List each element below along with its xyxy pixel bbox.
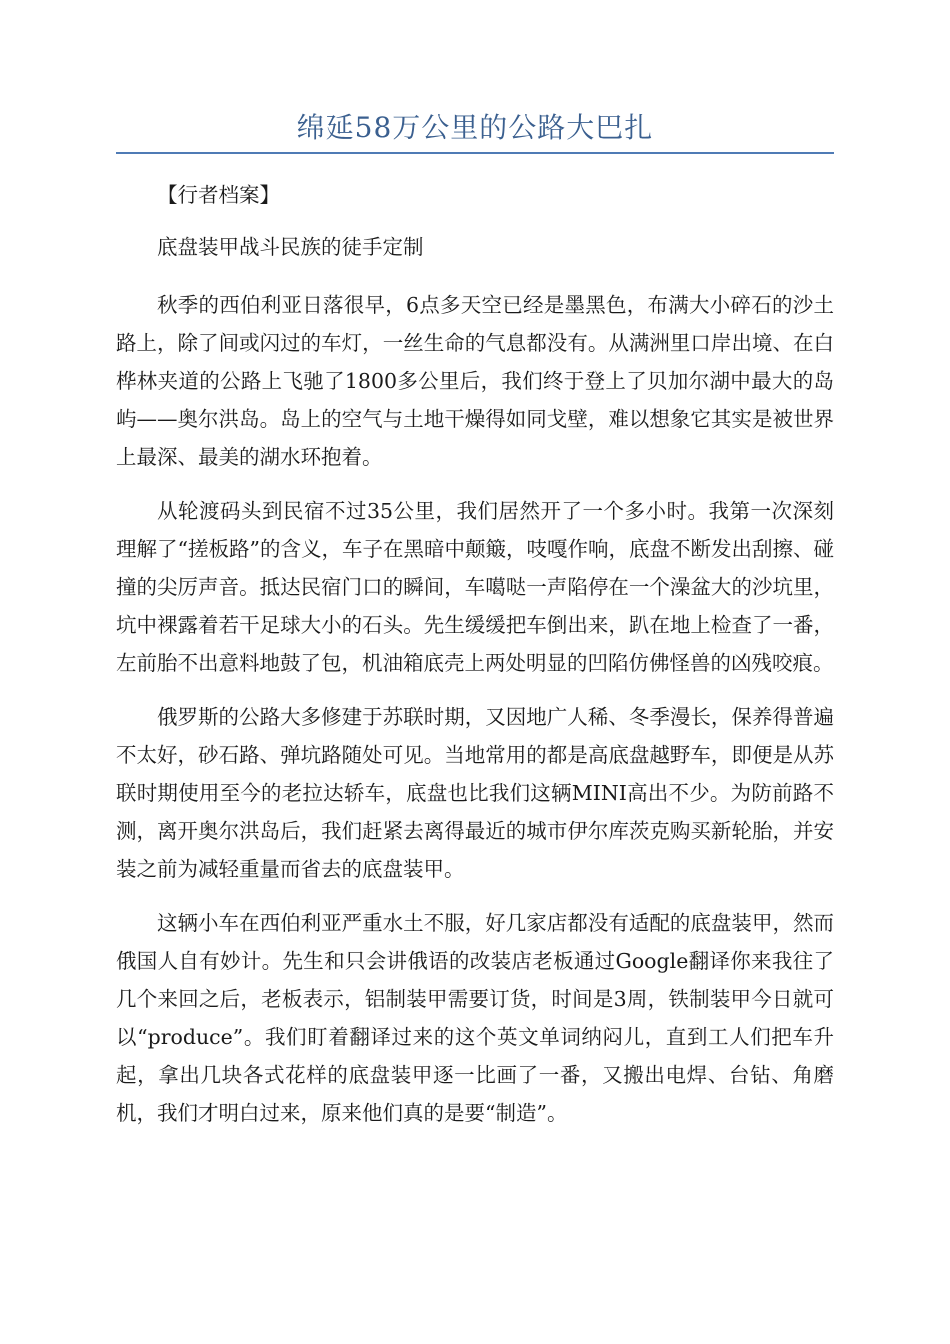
document-title: 绵延58万公里的公路大巴扎 [296,111,654,144]
section-tag: 【行者档案】 [157,183,280,207]
section-subtitle: 底盘装甲战斗民族的徒手定制 [157,235,424,259]
paragraph-3: 俄罗斯的公路大多修建于苏联时期，又因地广人稀、冬季漫长，保养得普遍不太好，砂石路、弹坑路随处可见。当地常用的都是高底盘越野车，即便是从苏联时期使用至今的老拉达轿车，底盘也比我们这辆MINI高出不少。为防前路不测，离开奥尔洪岛后，我们赶紧去离得最近的城市伊尔库茨克购买新轮胎，并安装之前为减轻重量而省去的底盘装甲。 [116,705,834,881]
document-body [116,176,834,1148]
paragraph-4: 这辆小车在西伯利亚严重水土不服，好几家店都没有适配的底盘装甲，然而俄国人自有妙计。先生和只会讲俄语的改装店老板通过Google翻译你来我往了几个来回之后，老板表示，铝制装甲需要订货，时间是3周，铁制装甲今日就可以“produce”。我们盯着翻译过来的这个英文单词纳闷儿，直到工人们把车升起，拿出几块各式花样的底盘装甲逐一比画了一番，又搬出电焊、台钻、角磨机，我们才明白过来，原来他们真的是要“制造”。 [116,911,834,1125]
title-underline [116,152,834,154]
paragraph-1: 秋季的西伯利亚日落很早，6点多天空已经是墨黑色，布满大小碎石的沙土路上，除了间或闪过的车灯，一丝生命的气息都没有。从满洲里口岸出境、在白桦林夹道的公路上飞驰了1800多公里后，我们终于登上了贝加尔湖中最大的岛屿——奥尔洪岛。岛上的空气与土地干燥得如同戈壁，难以想象它其实是被世界上最深、最美的湖水环抱着。 [116,293,834,469]
paragraph-2: 从轮渡码头到民宿不过35公里，我们居然开了一个多小时。我第一次深刻理解了“搓板路”的含义，车子在黑暗中颠簸，吱嘎作响，底盘不断发出刮擦、碰撞的尖厉声音。抵达民宿门口的瞬间，车噶哒一声陷停在一个澡盆大的沙坑里，坑中裸露着若干足球大小的石头。先生缓缓把车倒出来，趴在地上检查了一番，左前胎不出意料地鼓了包，机油箱底壳上两处明显的凹陷仿佛怪兽的凶残咬痕。 [116,499,834,675]
